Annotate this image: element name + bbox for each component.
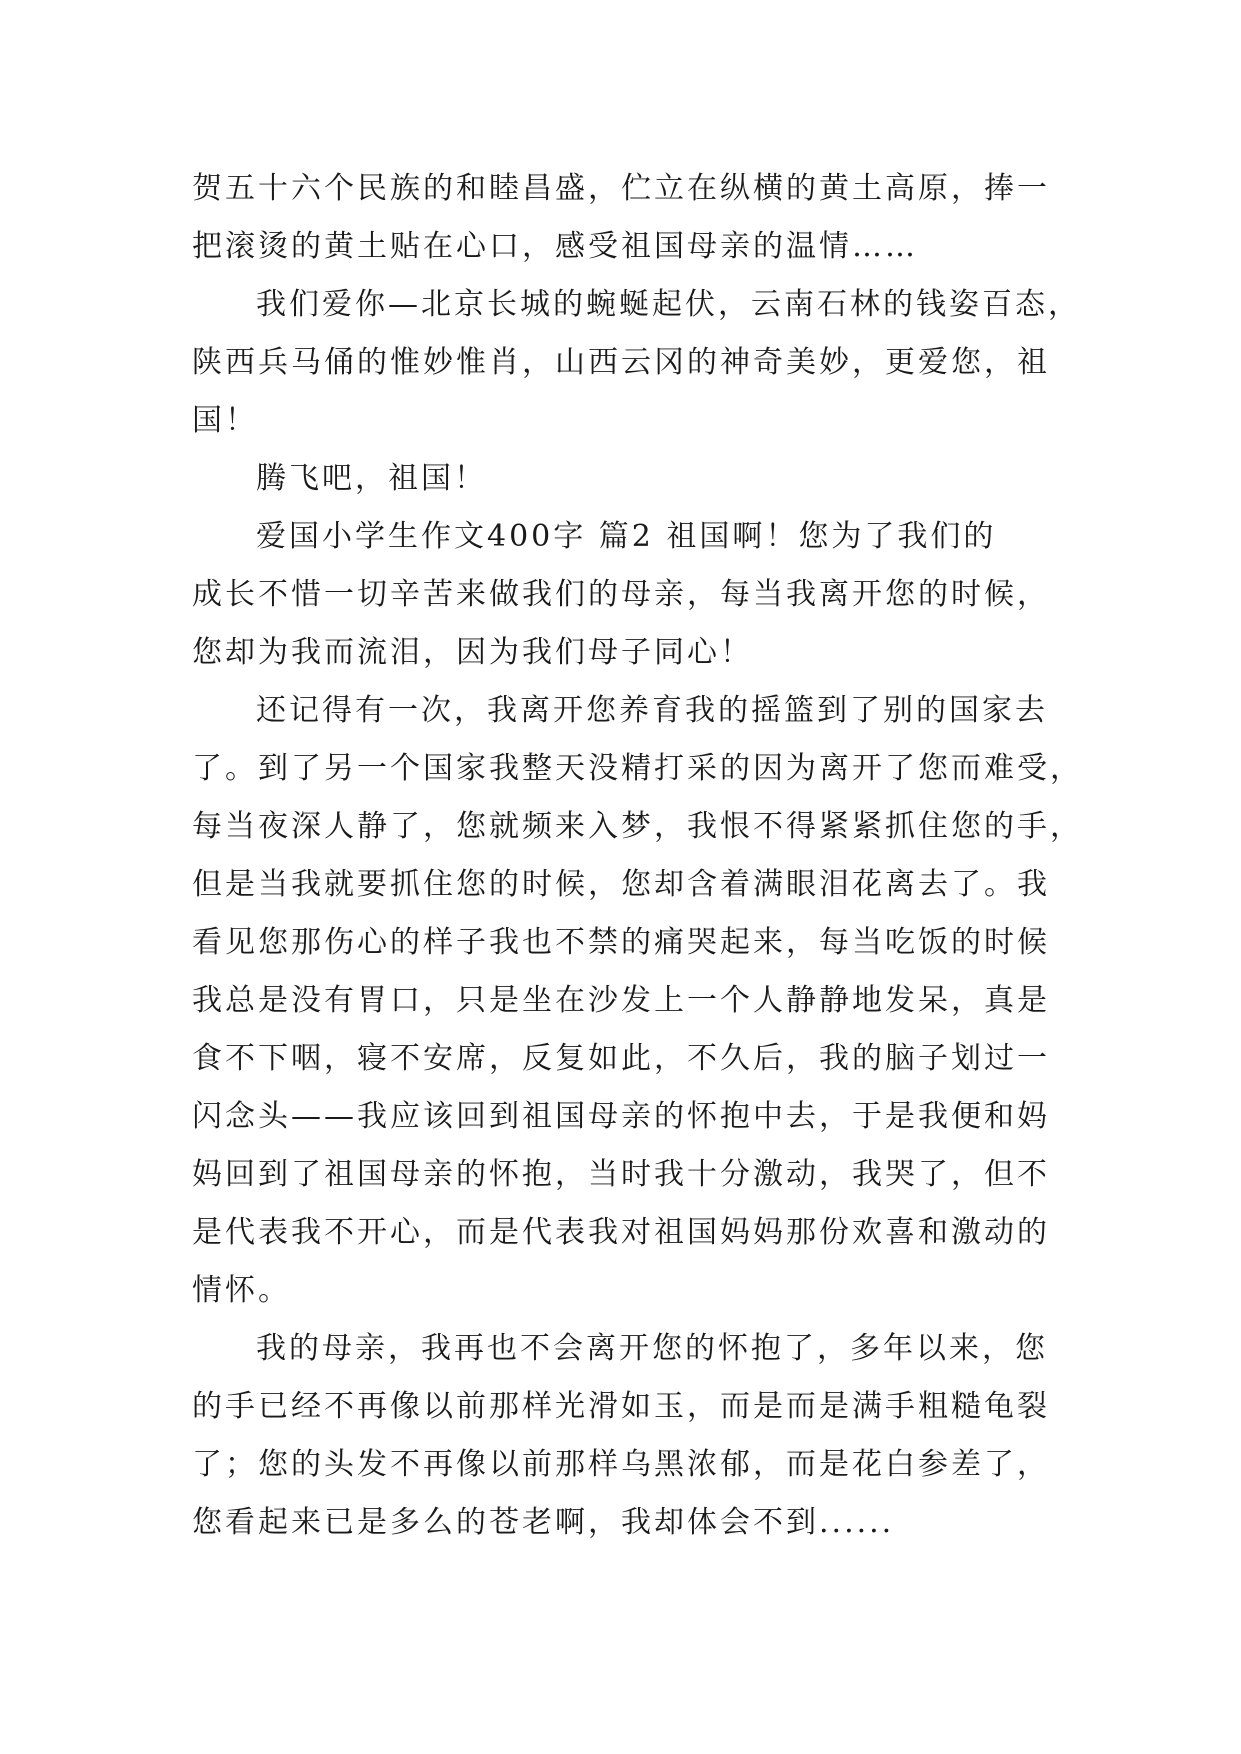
text-line: 国！: [192, 403, 258, 438]
text-line: 了。到了另一个国家我整天没精打采的因为离开了您而难受，: [192, 751, 1083, 786]
text-line: 还记得有一次，我离开您养育我的摇篮到了别的国家去: [256, 693, 1048, 728]
text-line: 我们爱你—北京长城的蜿蜒起伏，云南石林的钱姿百态，: [256, 287, 1081, 322]
text-line: 食不下咽，寝不安席，反复如此，不久后，我的脑子划过一: [192, 1041, 1050, 1076]
text-line: 爱国小学生作文400字 篇2 祖国啊！您为了我们的: [256, 519, 997, 554]
text-line: 成长不惜一切辛苦来做我们的母亲，每当我离开您的时候，: [192, 577, 1050, 612]
text-line: 闪念头——我应该回到祖国母亲的怀抱中去，于是我便和妈: [192, 1099, 1050, 1134]
text-line: 把滚烫的黄土贴在心口，感受祖国母亲的温情……: [192, 229, 918, 264]
text-line: 我总是没有胃口，只是坐在沙发上一个人静静地发呆，真是: [192, 983, 1050, 1018]
text-line: 了；您的头发不再像以前那样乌黑浓郁，而是花白参差了，: [192, 1447, 1050, 1482]
text-line: 但是当我就要抓住您的时候，您却含着满眼泪花离去了。我: [192, 867, 1050, 902]
text-line: 妈回到了祖国母亲的怀抱，当时我十分激动，我哭了，但不: [192, 1157, 1050, 1192]
text-line: 腾飞吧，祖国！: [256, 461, 487, 496]
text-line: 我的母亲，我再也不会离开您的怀抱了，多年以来，您: [256, 1331, 1048, 1366]
text-line: 贺五十六个民族的和睦昌盛，伫立在纵横的黄土高原，捧一: [192, 171, 1050, 206]
text-line: 陕西兵马俑的惟妙惟肖，山西云冈的神奇美妙，更爱您，祖: [192, 345, 1050, 380]
document-body: [192, 160, 1092, 1552]
text-line: 每当夜深人静了，您就频来入梦，我恨不得紧紧抓住您的手，: [192, 809, 1083, 844]
text-line: 情怀。: [192, 1273, 291, 1308]
text-line: 是代表我不开心，而是代表我对祖国妈妈那份欢喜和激动的: [192, 1215, 1050, 1250]
text-line: 您看起来已是多么的苍老啊，我却体会不到......: [192, 1505, 895, 1540]
text-line: 您却为我而流泪，因为我们母子同心！: [192, 635, 753, 670]
text-line: 的手已经不再像以前那样光滑如玉，而是而是满手粗糙龟裂: [192, 1389, 1050, 1424]
text-line: 看见您那伤心的样子我也不禁的痛哭起来，每当吃饭的时候: [192, 925, 1050, 960]
